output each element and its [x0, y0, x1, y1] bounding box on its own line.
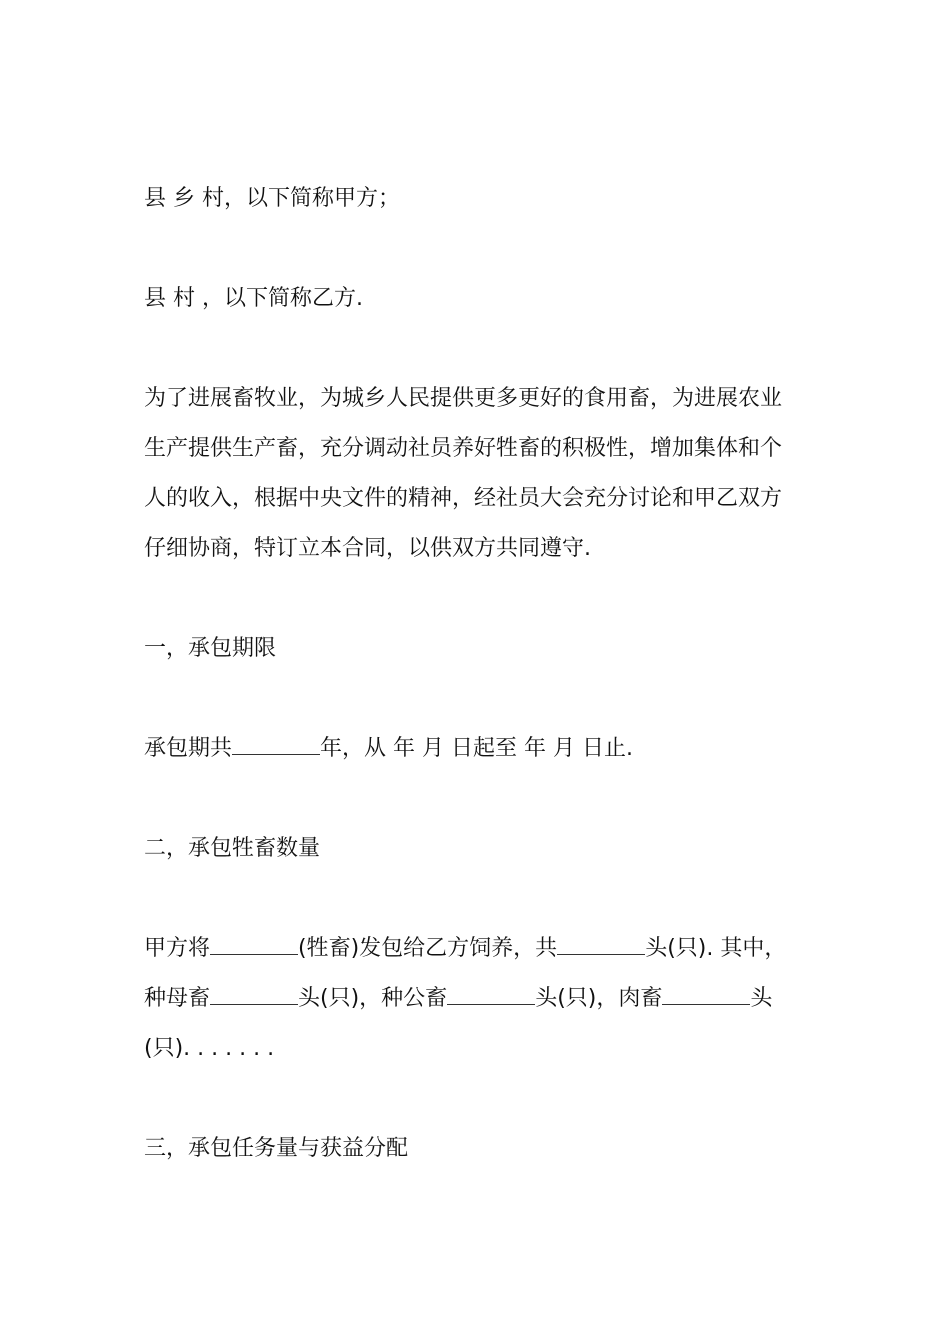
- party-b-line: 县 村 ，以下简称乙方.: [144, 286, 363, 311]
- intro-line: 为了进展畜牧业，为城乡人民提供更多更好的食用畜，为进展农业: [144, 386, 783, 411]
- livestock-line-1: [144, 924, 814, 974]
- text-fragment: 头(只). 其中，: [645, 936, 787, 961]
- text-fragment: (牲畜)发包给乙方饲养，共: [298, 936, 558, 961]
- text-fragment: 头(只)，种公畜: [298, 986, 448, 1011]
- section-1-heading: 一，承包期限: [144, 636, 277, 661]
- contract-term-line: [144, 724, 814, 774]
- livestock-line-2: [144, 974, 814, 1024]
- intro-paragraph: [144, 374, 814, 574]
- term-years-blank: [232, 734, 320, 755]
- text-fragment: 种母畜: [144, 986, 211, 1011]
- livestock-type-blank: [210, 934, 298, 955]
- intro-line: 仔细协商，特订立本合同，以供双方共同遵守.: [144, 536, 591, 561]
- livestock-quantity-paragraph: [144, 924, 814, 1074]
- section-2-heading: 二，承包牲畜数量: [144, 836, 321, 861]
- contract-term-range: 年，从 年 月 日起至 年 月 日止.: [320, 736, 633, 761]
- breeding-female-blank: [210, 984, 298, 1005]
- party-a-line: 县 乡 村，以下简称甲方；: [144, 186, 400, 211]
- intro-line: 人的收入，根据中央文件的精神，经社员大会充分讨论和甲乙双方: [144, 486, 783, 511]
- document-body: [144, 174, 814, 1224]
- intro-line: 生产提供生产畜，充分调动社员养好牲畜的积极性，增加集体和个: [144, 436, 783, 461]
- text-fragment: 头(只)，肉畜: [535, 986, 663, 1011]
- breeding-male-blank: [447, 984, 535, 1005]
- livestock-line-3: (只). . . . . . .: [144, 1036, 275, 1061]
- section-3-heading: 三，承包任务量与获益分配: [144, 1136, 409, 1161]
- meat-livestock-blank: [662, 984, 750, 1005]
- text-fragment: 甲方将: [144, 936, 211, 961]
- text-fragment: 头: [750, 986, 773, 1011]
- contract-term-label: 承包期共: [144, 736, 233, 761]
- total-count-blank: [557, 934, 645, 955]
